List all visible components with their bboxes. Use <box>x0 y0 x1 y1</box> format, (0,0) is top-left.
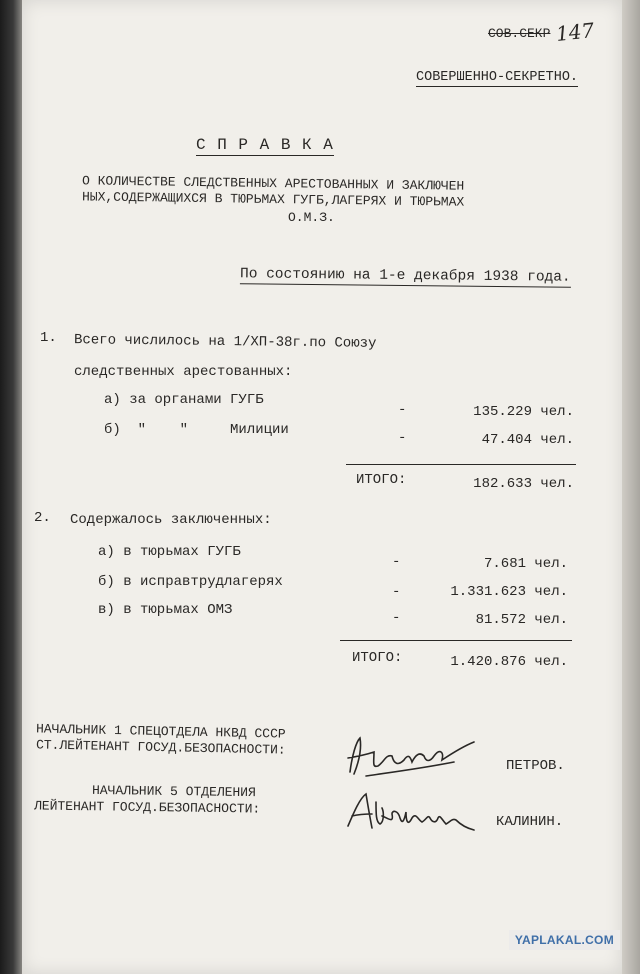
signature-2-name: КАЛИНИН. <box>496 814 564 830</box>
section-2-item-a-dash: - <box>392 554 401 570</box>
classification-stamp: СОВ.СЕКР <box>488 26 551 41</box>
section-1-item-a-label: а) за органами ГУГБ <box>104 392 264 408</box>
section-2-total-rule <box>340 640 572 641</box>
section-1-line-2: следственных арестованных: <box>74 364 293 380</box>
section-1-number: 1. <box>40 330 57 346</box>
section-2-item-c-dash: - <box>392 610 401 626</box>
section-1-item-b-value: 47.404 чел. <box>481 432 574 448</box>
scan-right-edge <box>622 0 640 974</box>
section-1-item-b-dash: - <box>398 430 407 446</box>
section-1-total-rule <box>346 464 576 465</box>
scan-left-edge <box>0 0 24 974</box>
subtitle-line-1: О КОЛИЧЕСТВЕ СЛЕДСТВЕННЫХ АРЕСТОВАННЫХ И ЗАКЛЮЧЕН <box>81 173 465 194</box>
section-2-item-b-value: 1.331.623 чел. <box>450 584 568 600</box>
as-of-date: По состоянию на 1-е декабря 1938 года. <box>239 266 571 286</box>
section-1-item-a-dash: - <box>398 402 407 418</box>
section-2-total-value: 1.420.876 чел. <box>450 654 568 670</box>
section-1-item-b-label: б) " " Милиции <box>104 422 289 438</box>
section-2-total-label: ИТОГО: <box>352 650 403 666</box>
section-2-item-b-dash: - <box>392 584 401 600</box>
signature-2-handwritten <box>342 788 482 840</box>
section-2-number: 2. <box>34 510 51 526</box>
section-2-item-a-label: а) в тюрьмах ГУГБ <box>98 544 241 560</box>
classification-label: СОВЕРШЕННО-СЕКРЕТНО. <box>416 70 579 85</box>
signature-1-line-2: СТ.ЛЕЙТЕНАНТ ГОСУД.БЕЗОПАСНОСТИ: <box>35 737 286 758</box>
signature-2-line-1: НАЧАЛЬНИК 5 ОТДЕЛЕНИЯ <box>91 782 256 801</box>
section-2-item-c-value: 81.572 чел. <box>475 612 568 628</box>
handwritten-number: 147 <box>554 18 596 46</box>
section-1-line-1: Всего числилось на 1/ХП-38г.по Союзу <box>73 332 377 352</box>
section-2-item-a-value: 7.681 чел. <box>483 556 568 572</box>
section-1-total-value: 182.633 чел. <box>473 476 574 492</box>
subtitle-line-3: О.М.З. <box>288 210 335 225</box>
signature-1-handwritten <box>344 732 478 780</box>
document-title: С П Р А В К А <box>196 136 334 154</box>
section-2-item-c-label: в) в тюрьмах ОМЗ <box>98 602 233 618</box>
signature-1-line-1: НАЧАЛЬНИК 1 СПЕЦОТДЕЛА НКВД СССР <box>35 721 286 742</box>
section-2-line-1: Содержалось заключенных: <box>70 512 272 528</box>
subtitle-line-2: НЫХ,СОДЕРЖАЩИХСЯ В ТЮРЬМАХ ГУГБ,ЛАГЕРЯХ И ТЮРЬМАХ <box>81 189 465 210</box>
section-2-item-b-label: б) в исправтрудлагерях <box>98 574 283 590</box>
signature-2-line-2: ЛЕЙТЕНАНТ ГОСУД.БЕЗОПАСНОСТИ: <box>33 798 261 817</box>
section-1-item-a-value: 135.229 чел. <box>473 404 574 420</box>
signature-1-name: ПЕТРОВ. <box>506 758 565 774</box>
section-1-total-label: ИТОГО: <box>356 472 407 488</box>
watermark: YAPLAKAL.COM <box>509 930 620 950</box>
